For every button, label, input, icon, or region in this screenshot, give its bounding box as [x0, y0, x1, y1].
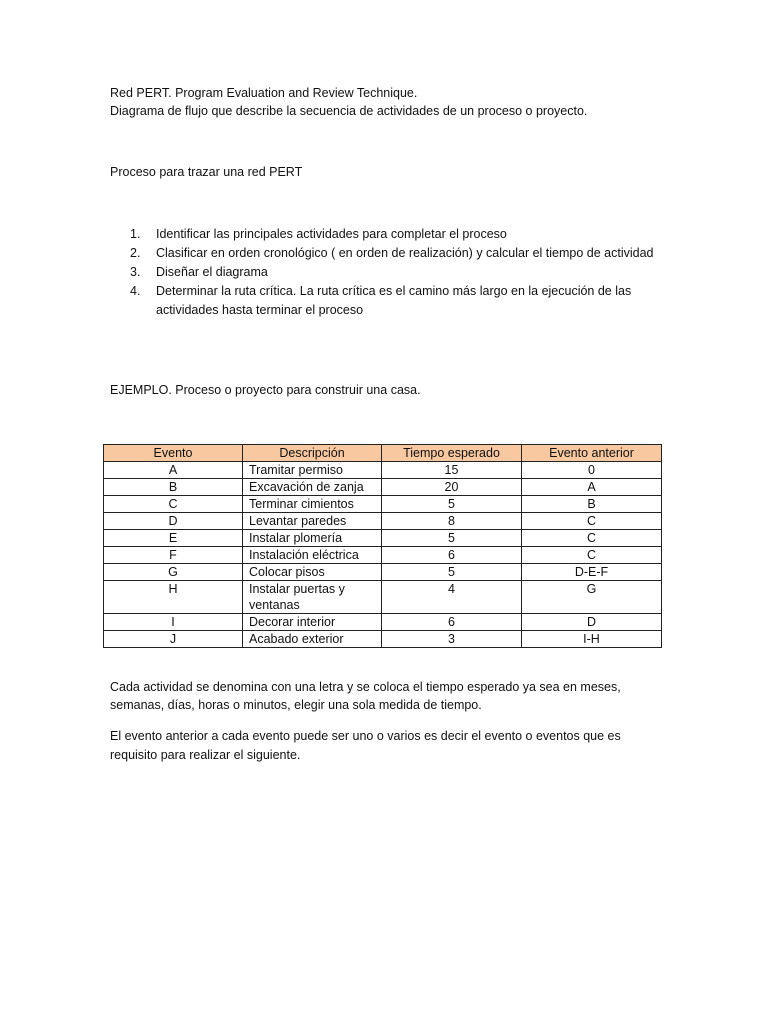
- cell-descripcion: Colocar pisos: [243, 564, 382, 581]
- cell-tiempo: 4: [382, 581, 522, 614]
- cell-tiempo: 3: [382, 631, 522, 648]
- table-row: [104, 496, 662, 513]
- table-row: [104, 530, 662, 547]
- cell-anterior: C: [522, 547, 662, 564]
- cell-evento: E: [104, 530, 243, 547]
- cell-tiempo: 5: [382, 530, 522, 547]
- header-evento-anterior: Evento anterior: [522, 445, 662, 462]
- example-heading: EJEMPLO. Proceso o proyecto para construir una casa.: [110, 383, 421, 397]
- cell-evento: C: [104, 496, 243, 513]
- cell-descripcion: Instalación eléctrica: [243, 547, 382, 564]
- cell-tiempo: 6: [382, 614, 522, 631]
- cell-evento: I: [104, 614, 243, 631]
- table-header-row: [104, 445, 662, 462]
- cell-evento: G: [104, 564, 243, 581]
- table-row: [104, 564, 662, 581]
- cell-evento: F: [104, 547, 243, 564]
- cell-anterior: G: [522, 581, 662, 614]
- note-paragraph-1-line-2: semanas, días, horas o minutos, elegir una sola medida de tiempo.: [110, 698, 482, 712]
- step-number: 1.: [130, 227, 141, 241]
- table-row: [104, 462, 662, 479]
- header-descripcion: Descripción: [243, 445, 382, 462]
- cell-evento: B: [104, 479, 243, 496]
- step-number: 2.: [130, 246, 141, 260]
- cell-evento: A: [104, 462, 243, 479]
- cell-anterior: I-H: [522, 631, 662, 648]
- step-number: 3.: [130, 265, 141, 279]
- cell-descripcion: Instalar puertas y ventanas: [243, 581, 382, 614]
- cell-descripcion: Instalar plomería: [243, 530, 382, 547]
- cell-anterior: A: [522, 479, 662, 496]
- intro-title: Red PERT. Program Evaluation and Review Technique.: [110, 86, 418, 100]
- table-row: [104, 513, 662, 530]
- cell-anterior: C: [522, 530, 662, 547]
- table-row: [104, 614, 662, 631]
- cell-tiempo: 6: [382, 547, 522, 564]
- table-row: [104, 479, 662, 496]
- cell-descripcion: Decorar interior: [243, 614, 382, 631]
- step-number: 4.: [130, 284, 141, 298]
- cell-anterior: D: [522, 614, 662, 631]
- cell-evento: J: [104, 631, 243, 648]
- cell-anterior: D-E-F: [522, 564, 662, 581]
- step-text: Identificar las principales actividades para completar el proceso: [156, 227, 507, 241]
- step-text: Diseñar el diagrama: [156, 265, 268, 279]
- step-text: Clasificar en orden cronológico ( en orden de realización) y calcular el tiempo de actividad: [156, 246, 654, 260]
- cell-descripcion: Terminar cimientos: [243, 496, 382, 513]
- cell-tiempo: 15: [382, 462, 522, 479]
- header-evento: Evento: [104, 445, 243, 462]
- cell-evento: D: [104, 513, 243, 530]
- note-paragraph-2-line-2: requisito para realizar el siguiente.: [110, 748, 301, 762]
- cell-tiempo: 20: [382, 479, 522, 496]
- process-heading: Proceso para trazar una red PERT: [110, 165, 303, 179]
- table-row: [104, 631, 662, 648]
- cell-descripcion: Levantar paredes: [243, 513, 382, 530]
- note-paragraph-1-line-1: Cada actividad se denomina con una letra y se coloca el tiempo esperado ya sea en meses,: [110, 680, 621, 694]
- cell-descripcion: Acabado exterior: [243, 631, 382, 648]
- cell-tiempo: 5: [382, 564, 522, 581]
- intro-description: Diagrama de flujo que describe la secuencia de actividades de un proceso o proyecto.: [110, 104, 588, 118]
- cell-anterior: 0: [522, 462, 662, 479]
- cell-evento: H: [104, 581, 243, 614]
- table-row: [104, 581, 662, 614]
- list-item: [130, 244, 670, 263]
- steps-list: [130, 225, 670, 320]
- header-tiempo-esperado: Tiempo esperado: [382, 445, 522, 462]
- table-row: [104, 547, 662, 564]
- events-table: [103, 444, 662, 648]
- cell-tiempo: 5: [382, 496, 522, 513]
- list-item: [130, 282, 670, 320]
- cell-descripcion: Tramitar permiso: [243, 462, 382, 479]
- cell-anterior: C: [522, 513, 662, 530]
- cell-anterior: B: [522, 496, 662, 513]
- list-item: [130, 225, 670, 244]
- list-item: [130, 263, 670, 282]
- cell-tiempo: 8: [382, 513, 522, 530]
- step-text: Determinar la ruta crítica. La ruta crítica es el camino más largo en la ejecución de las actividades hasta terminar el proceso: [156, 284, 632, 317]
- cell-descripcion: Excavación de zanja: [243, 479, 382, 496]
- note-paragraph-2-line-1: El evento anterior a cada evento puede ser uno o varios es decir el evento o eventos que es: [110, 729, 621, 743]
